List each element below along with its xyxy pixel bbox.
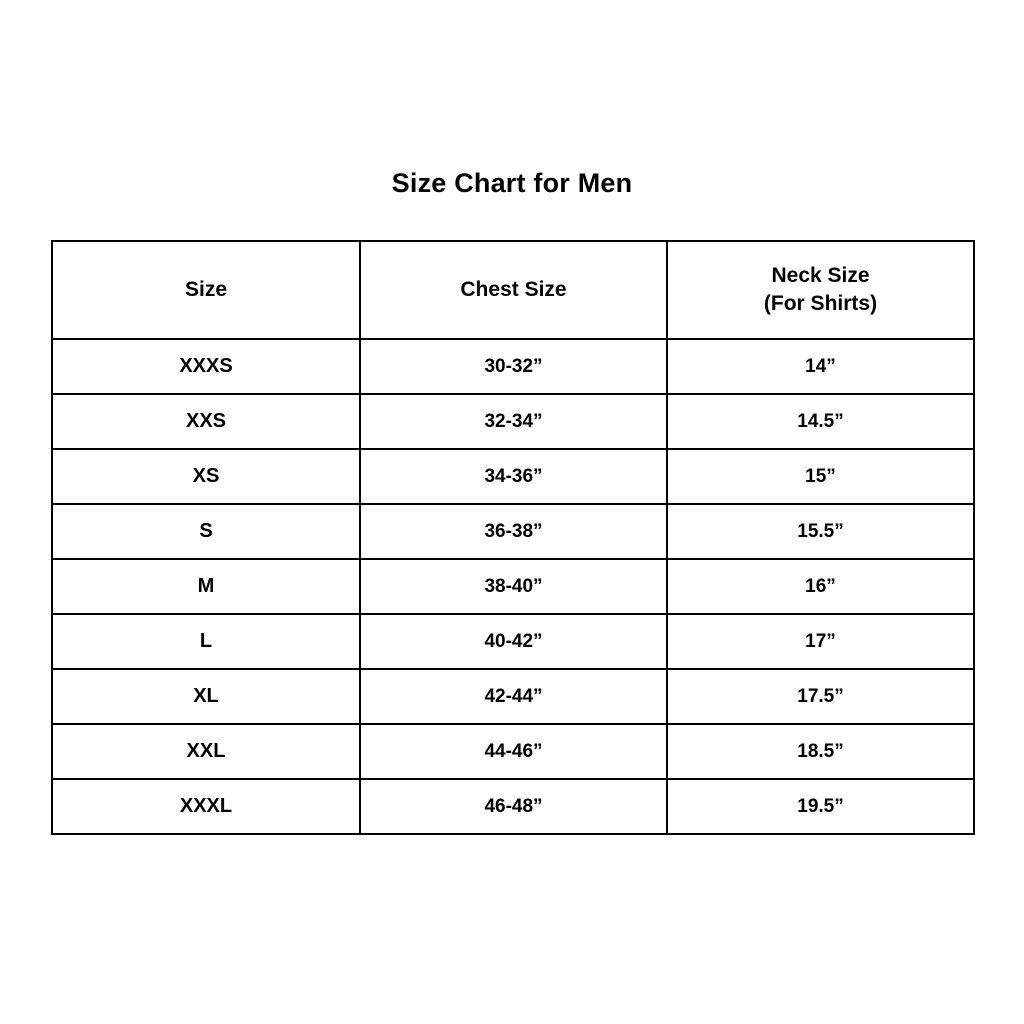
table-row bbox=[52, 504, 974, 559]
cell-neck: 15” bbox=[667, 449, 974, 504]
column-header-neck-size-sublabel: (For Shirts) bbox=[763, 292, 878, 315]
cell-size: XS bbox=[52, 449, 360, 504]
table-row bbox=[52, 559, 974, 614]
table-row bbox=[52, 394, 974, 449]
cell-size: XXS bbox=[52, 394, 360, 449]
cell-size: S bbox=[52, 504, 360, 559]
cell-chest: 30-32” bbox=[360, 339, 667, 394]
cell-neck: 16” bbox=[667, 559, 974, 614]
table-row bbox=[52, 614, 974, 669]
cell-chest: 46-48” bbox=[360, 779, 667, 834]
size-chart-table-container bbox=[51, 240, 973, 835]
column-header-neck-size-label: Neck Size bbox=[771, 264, 870, 288]
cell-chest: 38-40” bbox=[360, 559, 667, 614]
table-row bbox=[52, 449, 974, 504]
cell-chest: 44-46” bbox=[360, 724, 667, 779]
cell-chest: 42-44” bbox=[360, 669, 667, 724]
cell-size: XXL bbox=[52, 724, 360, 779]
table-header bbox=[52, 241, 974, 339]
column-header-chest-size bbox=[360, 241, 667, 339]
cell-size: XXXL bbox=[52, 779, 360, 834]
table-row bbox=[52, 724, 974, 779]
cell-neck: 15.5” bbox=[667, 504, 974, 559]
page-title: Size Chart for Men bbox=[391, 168, 633, 198]
cell-neck: 17.5” bbox=[667, 669, 974, 724]
table-header-row bbox=[52, 241, 974, 339]
table-row bbox=[52, 339, 974, 394]
cell-neck: 19.5” bbox=[667, 779, 974, 834]
cell-size: M bbox=[52, 559, 360, 614]
column-header-size bbox=[52, 241, 360, 339]
column-header-neck-size bbox=[667, 241, 974, 339]
column-header-chest-size-label: Chest Size bbox=[460, 278, 567, 302]
table-row bbox=[52, 669, 974, 724]
cell-chest: 32-34” bbox=[360, 394, 667, 449]
size-chart-table bbox=[51, 240, 975, 835]
cell-size: L bbox=[52, 614, 360, 669]
cell-chest: 40-42” bbox=[360, 614, 667, 669]
cell-size: XL bbox=[52, 669, 360, 724]
cell-size: XXXS bbox=[52, 339, 360, 394]
cell-neck: 14” bbox=[667, 339, 974, 394]
cell-chest: 36-38” bbox=[360, 504, 667, 559]
table-row bbox=[52, 779, 974, 834]
cell-neck: 17” bbox=[667, 614, 974, 669]
column-header-size-label: Size bbox=[184, 278, 228, 302]
cell-neck: 18.5” bbox=[667, 724, 974, 779]
cell-chest: 34-36” bbox=[360, 449, 667, 504]
table-body bbox=[52, 339, 974, 834]
cell-neck: 14.5” bbox=[667, 394, 974, 449]
